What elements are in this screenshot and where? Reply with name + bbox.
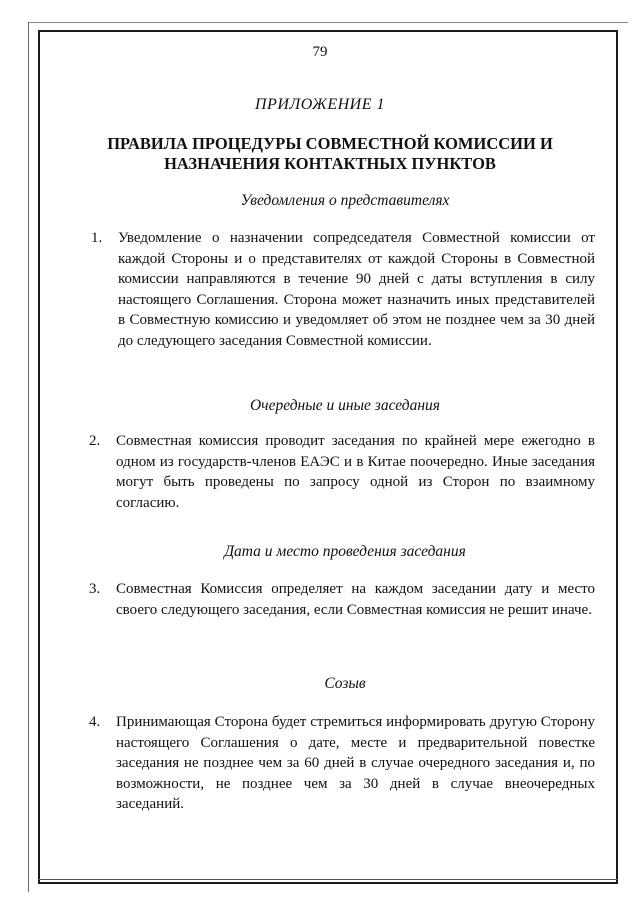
clause-number: 2. [89, 433, 101, 449]
scan-left-rule [28, 22, 29, 892]
section-heading-meetings: Очередные и иные заседания [249, 397, 440, 414]
document-title: ПРАВИЛА ПРОЦЕДУРЫ СОВМЕСТНОЙ КОМИССИИ И НАЗНАЧЕНИЯ КОНТАКТНЫХ ПУНКТОВ [107, 134, 553, 173]
clause-3 [89, 579, 595, 620]
section-heading-convening: Созыв [324, 675, 366, 692]
clause-text: Совместная Комиссия определяет на каждом заседании дату и место своего следующего заседания, если Совместная комиссия не решит иначе. [116, 581, 595, 618]
appendix-label: ПРИЛОЖЕНИЕ 1 [255, 96, 385, 113]
section-heading-date-place: Дата и место проведения заседания [224, 543, 466, 560]
section-heading-representatives: Уведомления о представителях [240, 192, 450, 209]
clause-text: Принимающая Сторона будет стремиться информировать другую Сторону настоящего Соглашения о дате, месте и предварительной повестке заседания не позднее чем за 60 дней в случае очередного заседания и, по возможности, не позднее чем за 30 дней в случае внеочередных заседаний. [116, 714, 595, 812]
page-number: 79 [312, 44, 328, 60]
clause-1 [91, 228, 595, 351]
clause-4 [89, 712, 595, 815]
clause-number: 3. [89, 581, 101, 597]
clause-text: Совместная комиссия проводит заседания по крайней мере ежегодно в одном из государств-членов ЕАЭС и в Китае поочередно. Иные заседания могут быть проведены по запросу одной из Сторон по взаимному согласию. [116, 433, 595, 511]
clause-number: 1. [91, 230, 103, 246]
clause-2 [89, 431, 595, 513]
scan-top-rule [28, 22, 628, 23]
clause-number: 4. [89, 714, 101, 730]
clause-text: Уведомление о назначении сопредседателя Совместной комиссии от каждой Стороны и о представителях от каждой Стороны в Совместной комиссии направляются в течение 90 дней с даты вступления в силу настоящего Соглашения. Сторона может назначить иных представителей в Совместную комиссию и уведомляет об этом не позднее чем за 30 дней до следующего заседания Совместной комиссии. [118, 230, 595, 349]
